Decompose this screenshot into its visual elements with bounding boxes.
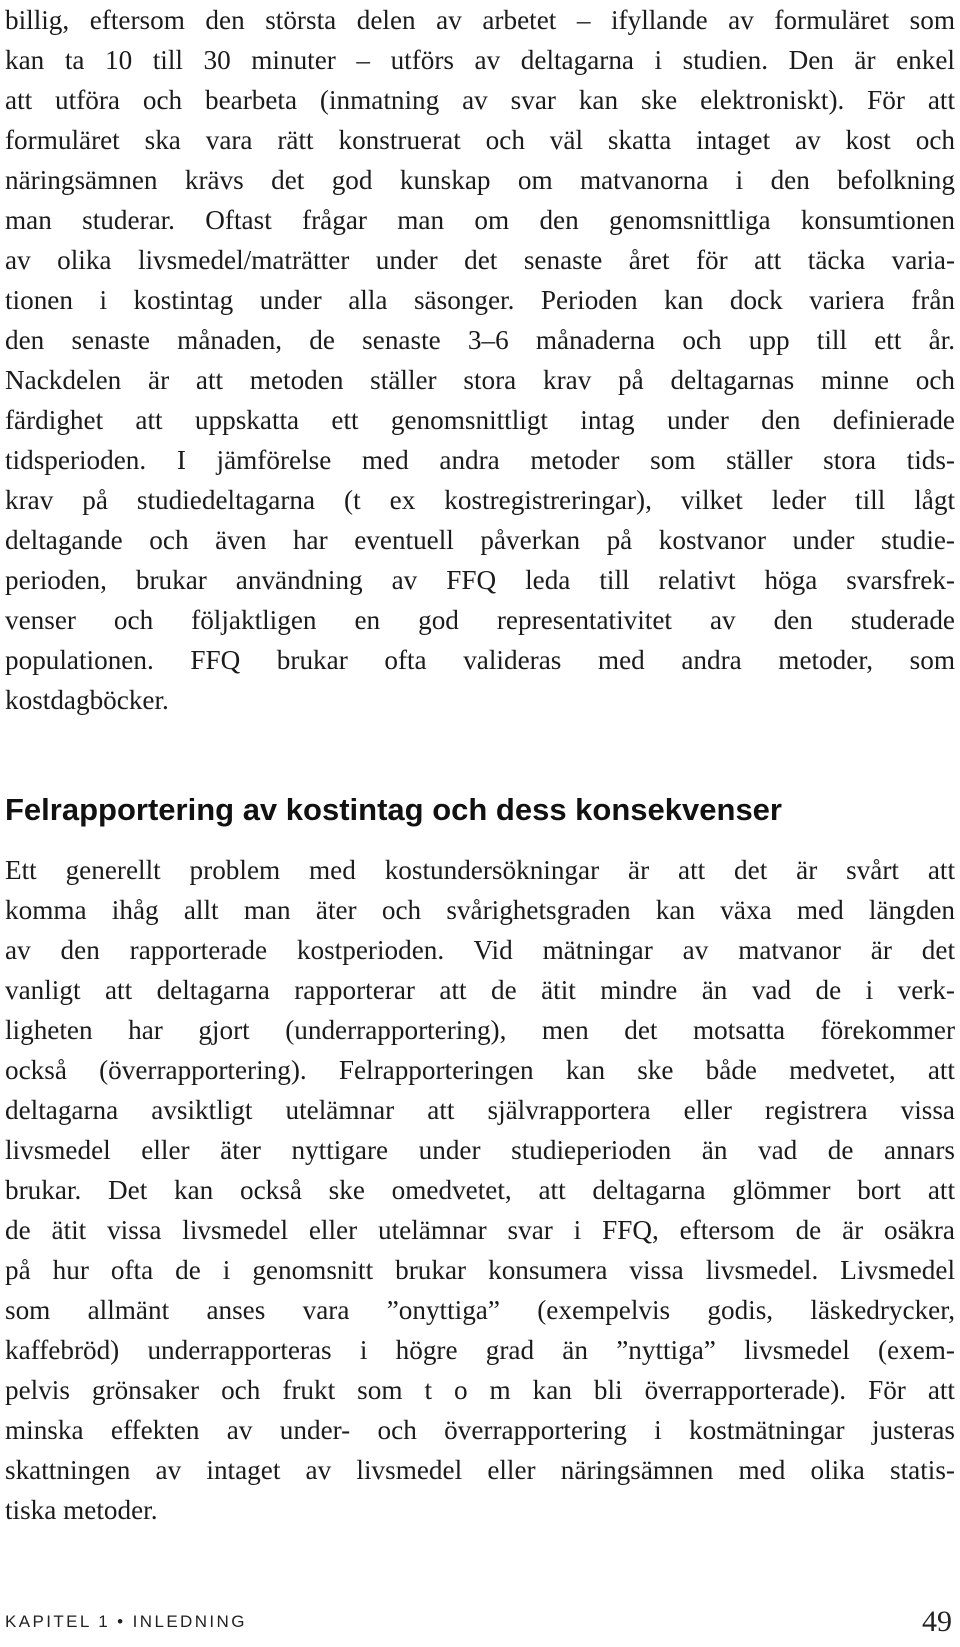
text-line: livsmedel eller äter nyttigare under studieperioden än vad de annars bbox=[5, 1135, 955, 1165]
text-line: tidsperioden. I jämförelse med andra metoder som ställer stora tids- bbox=[5, 445, 955, 475]
text-line: minska effekten av under- och överrapportering i kostmätningar justeras bbox=[5, 1415, 955, 1445]
body-paragraph-misreporting bbox=[5, 850, 955, 1530]
text-line: skattningen av intaget av livsmedel eller näringsämnen med olika statis- bbox=[5, 1455, 955, 1485]
text-line: på hur ofta de i genomsnitt brukar konsumera vissa livsmedel. Livsmedel bbox=[5, 1255, 955, 1285]
text-line: billig, eftersom den största delen av arbetet – ifyllande av formuläret som bbox=[5, 5, 955, 35]
text-line: de ätit vissa livsmedel eller utelämnar svar i FFQ, eftersom de är osäkra bbox=[5, 1215, 955, 1245]
text-line: vanligt att deltagarna rapporterar att de ätit mindre än vad de i verk- bbox=[5, 975, 955, 1005]
text-line: tiska metoder. bbox=[5, 1495, 158, 1525]
text-line: tionen i kostintag under alla säsonger. Perioden kan dock variera från bbox=[5, 285, 955, 315]
text-line: formuläret ska vara rätt konstruerat och väl skatta intaget av kost och bbox=[5, 125, 955, 155]
text-line: man studerar. Oftast frågar man om den genomsnittliga konsumtionen bbox=[5, 205, 955, 235]
section-heading: Felrapportering av kostintag och dess konsekvenser bbox=[5, 792, 782, 827]
text-line: populationen. FFQ brukar ofta valideras med andra metoder, som bbox=[5, 645, 955, 675]
text-line: av den rapporterade kostperioden. Vid mätningar av matvanor är det bbox=[5, 935, 955, 965]
text-line: deltagarna avsiktligt utelämnar att självrapportera eller registrera vissa bbox=[5, 1095, 955, 1125]
text-line: färdighet att uppskatta ett genomsnittligt intag under den definierade bbox=[5, 405, 955, 435]
running-head: KAPITEL 1 • INLEDNING bbox=[5, 1612, 247, 1631]
page-number: 49 bbox=[922, 1605, 952, 1638]
page-footer bbox=[5, 1602, 952, 1642]
text-line: perioden, brukar användning av FFQ leda till relativt höga svarsfrek- bbox=[5, 565, 955, 595]
text-line: krav på studiedeltagarna (t ex kostregistreringar), vilket leder till lågt bbox=[5, 485, 955, 515]
text-line: komma ihåg allt man äter och svårighetsgraden kan växa med längden bbox=[5, 895, 955, 925]
text-line: också (överrapportering). Felrapporteringen kan ske både medvetet, att bbox=[5, 1055, 955, 1085]
body-paragraph-ffq-description bbox=[5, 0, 955, 720]
text-line: kostdagböcker. bbox=[5, 685, 169, 715]
text-line: näringsämnen krävs det god kunskap om matvanorna i den befolkning bbox=[5, 165, 955, 195]
text-line: kaffebröd) underrapporteras i högre grad än ”nyttiga” livsmedel (exem- bbox=[5, 1335, 955, 1365]
text-line: den senaste månaden, de senaste 3–6 månaderna och upp till ett år. bbox=[5, 325, 955, 355]
text-line: pelvis grönsaker och frukt som t o m kan bli överrapporterade). För att bbox=[5, 1375, 955, 1405]
text-line: kan ta 10 till 30 minuter – utförs av deltagarna i studien. Den är enkel bbox=[5, 45, 955, 75]
text-line: venser och följaktligen en god representativitet av den studerade bbox=[5, 605, 955, 635]
text-line: Nackdelen är att metoden ställer stora krav på deltagarnas minne och bbox=[5, 365, 955, 395]
text-line: Ett generellt problem med kostundersökningar är att det är svårt att bbox=[5, 855, 955, 885]
text-line: som allmänt anses vara ”onyttiga” (exempelvis godis, läskedrycker, bbox=[5, 1295, 955, 1325]
text-line: ligheten har gjort (underrapportering), men det motsatta förekommer bbox=[5, 1015, 955, 1045]
text-line: av olika livsmedel/maträtter under det senaste året för att täcka varia- bbox=[5, 245, 955, 275]
text-line: deltagande och även har eventuell påverkan på kostvanor under studie- bbox=[5, 525, 955, 555]
text-line: att utföra och bearbeta (inmatning av svar kan ske elektroniskt). För att bbox=[5, 85, 955, 115]
text-line: brukar. Det kan också ske omedvetet, att deltagarna glömmer bort att bbox=[5, 1175, 955, 1205]
